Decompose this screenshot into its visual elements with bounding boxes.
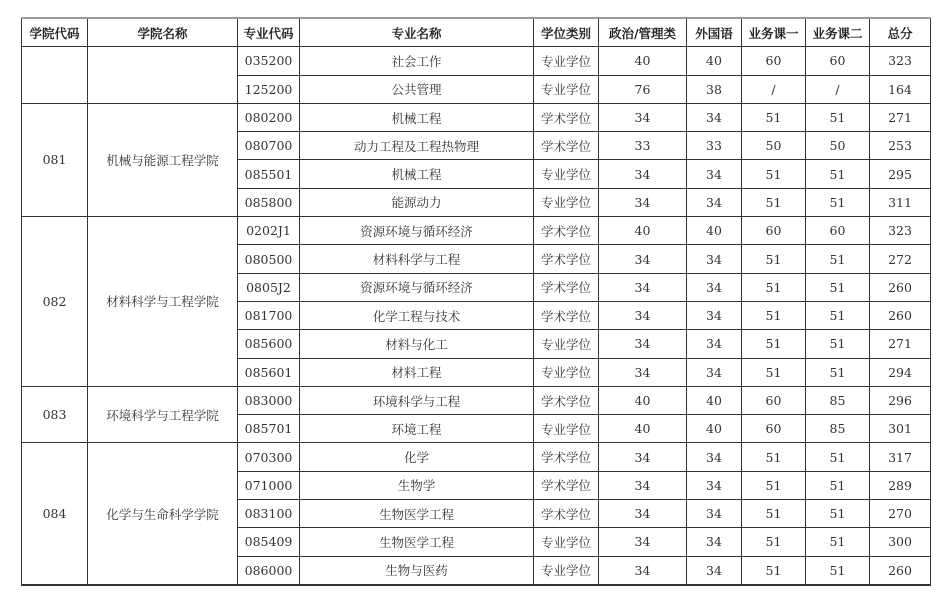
major-name-cell: 机械工程 [300,160,534,188]
college-name-cell [88,47,238,104]
total-cell: 296 [870,386,931,414]
politics-cell: 34 [599,500,687,528]
major-code-cell: 083000 [238,386,300,414]
major-name-cell: 资源环境与循环经济 [300,217,534,245]
degree-type-cell: 专业学位 [534,330,599,358]
subject-two-cell: 50 [806,132,870,160]
politics-cell: 40 [599,386,687,414]
subject-one-cell: 60 [742,415,806,443]
header-college-code: 学院代码 [22,18,88,47]
major-code-cell: 070300 [238,443,300,471]
subject-one-cell: 51 [742,556,806,585]
subject-one-cell: 50 [742,132,806,160]
subject-two-cell: 51 [806,103,870,131]
major-code-cell: 085601 [238,358,300,386]
foreign-language-cell: 34 [687,471,742,499]
foreign-language-cell: 40 [687,217,742,245]
subject-two-cell: 51 [806,160,870,188]
major-code-cell: 071000 [238,471,300,499]
politics-cell: 34 [599,556,687,585]
politics-cell: 34 [599,103,687,131]
total-cell: 270 [870,500,931,528]
politics-cell: 40 [599,415,687,443]
major-name-cell: 社会工作 [300,47,534,75]
major-name-cell: 资源环境与循环经济 [300,273,534,301]
header-college-name: 学院名称 [88,18,238,47]
politics-cell: 34 [599,528,687,556]
politics-cell: 34 [599,188,687,216]
major-name-cell: 机械工程 [300,103,534,131]
subject-two-cell: 51 [806,443,870,471]
major-name-cell: 生物与医药 [300,556,534,585]
foreign-language-cell: 34 [687,330,742,358]
header-major-name: 专业名称 [300,18,534,47]
total-cell: 272 [870,245,931,273]
subject-one-cell: 60 [742,386,806,414]
major-code-cell: 125200 [238,75,300,103]
subject-two-cell: 51 [806,273,870,301]
foreign-language-cell: 34 [687,103,742,131]
degree-type-cell: 学术学位 [534,500,599,528]
subject-one-cell: 51 [742,500,806,528]
major-code-cell: 083100 [238,500,300,528]
major-code-cell: 085501 [238,160,300,188]
header-row [22,18,931,47]
degree-type-cell: 专业学位 [534,160,599,188]
major-code-cell: 085600 [238,330,300,358]
subject-two-cell: 51 [806,358,870,386]
politics-cell: 34 [599,273,687,301]
college-code-cell: 081 [22,103,88,216]
major-code-cell: 0805J2 [238,273,300,301]
degree-type-cell: 学术学位 [534,132,599,160]
degree-type-cell: 专业学位 [534,75,599,103]
subject-two-cell: 60 [806,217,870,245]
degree-type-cell: 专业学位 [534,556,599,585]
foreign-language-cell: 40 [687,415,742,443]
table-row [22,47,931,75]
degree-type-cell: 学术学位 [534,301,599,329]
table-row [22,443,931,471]
subject-two-cell: 51 [806,188,870,216]
table-body [22,47,931,585]
politics-cell: 34 [599,245,687,273]
subject-two-cell: 51 [806,245,870,273]
subject-two-cell: 51 [806,471,870,499]
foreign-language-cell: 40 [687,47,742,75]
total-cell: 271 [870,103,931,131]
degree-type-cell: 学术学位 [534,443,599,471]
major-name-cell: 能源动力 [300,188,534,216]
subject-one-cell: 51 [742,471,806,499]
header-major-code: 专业代码 [238,18,300,47]
major-code-cell: 081700 [238,301,300,329]
header-subject-one: 业务课一 [742,18,806,47]
subject-one-cell: 51 [742,528,806,556]
subject-one-cell: 60 [742,217,806,245]
subject-two-cell: 51 [806,556,870,585]
degree-type-cell: 专业学位 [534,188,599,216]
header-degree-type: 学位类别 [534,18,599,47]
college-name-cell: 材料科学与工程学院 [88,217,238,387]
politics-cell: 33 [599,132,687,160]
major-code-cell: 085701 [238,415,300,443]
degree-type-cell: 专业学位 [534,528,599,556]
major-name-cell: 生物医学工程 [300,500,534,528]
foreign-language-cell: 34 [687,188,742,216]
politics-cell: 76 [599,75,687,103]
foreign-language-cell: 34 [687,358,742,386]
header-foreign-language: 外国语 [687,18,742,47]
subject-two-cell: 60 [806,47,870,75]
subject-two-cell: 85 [806,386,870,414]
subject-one-cell: 51 [742,273,806,301]
major-name-cell: 生物学 [300,471,534,499]
major-name-cell: 环境工程 [300,415,534,443]
foreign-language-cell: 34 [687,160,742,188]
subject-one-cell: 51 [742,330,806,358]
college-code-cell: 082 [22,217,88,387]
subject-one-cell: / [742,75,806,103]
degree-type-cell: 学术学位 [534,471,599,499]
politics-cell: 40 [599,217,687,245]
major-code-cell: 0202J1 [238,217,300,245]
total-cell: 301 [870,415,931,443]
header-total: 总分 [870,18,931,47]
politics-cell: 34 [599,443,687,471]
politics-cell: 34 [599,160,687,188]
subject-one-cell: 51 [742,188,806,216]
total-cell: 253 [870,132,931,160]
politics-cell: 40 [599,47,687,75]
major-name-cell: 材料工程 [300,358,534,386]
major-code-cell: 086000 [238,556,300,585]
foreign-language-cell: 34 [687,273,742,301]
major-name-cell: 生物医学工程 [300,528,534,556]
score-table [21,17,931,586]
subject-one-cell: 51 [742,103,806,131]
degree-type-cell: 专业学位 [534,47,599,75]
table-row [22,103,931,131]
total-cell: 311 [870,188,931,216]
major-code-cell: 085409 [238,528,300,556]
college-code-cell: 083 [22,386,88,443]
subject-one-cell: 51 [742,301,806,329]
total-cell: 323 [870,47,931,75]
subject-one-cell: 51 [742,245,806,273]
college-name-cell: 化学与生命科学学院 [88,443,238,585]
foreign-language-cell: 40 [687,386,742,414]
total-cell: 271 [870,330,931,358]
foreign-language-cell: 34 [687,528,742,556]
degree-type-cell: 专业学位 [534,358,599,386]
college-name-cell: 机械与能源工程学院 [88,103,238,216]
foreign-language-cell: 34 [687,301,742,329]
subject-one-cell: 51 [742,160,806,188]
total-cell: 323 [870,217,931,245]
degree-type-cell: 专业学位 [534,415,599,443]
major-name-cell: 化学 [300,443,534,471]
major-code-cell: 080200 [238,103,300,131]
major-name-cell: 化学工程与技术 [300,301,534,329]
header-politics: 政治/管理类 [599,18,687,47]
degree-type-cell: 学术学位 [534,103,599,131]
total-cell: 295 [870,160,931,188]
foreign-language-cell: 34 [687,245,742,273]
major-code-cell: 080700 [238,132,300,160]
college-name-cell: 环境科学与工程学院 [88,386,238,443]
subject-two-cell: / [806,75,870,103]
subject-two-cell: 85 [806,415,870,443]
major-code-cell: 080500 [238,245,300,273]
foreign-language-cell: 34 [687,556,742,585]
major-code-cell: 085800 [238,188,300,216]
degree-type-cell: 学术学位 [534,386,599,414]
college-code-cell [22,47,88,104]
total-cell: 294 [870,358,931,386]
table-row [22,386,931,414]
table-row [22,217,931,245]
major-code-cell: 035200 [238,47,300,75]
total-cell: 260 [870,556,931,585]
major-name-cell: 公共管理 [300,75,534,103]
politics-cell: 34 [599,301,687,329]
foreign-language-cell: 33 [687,132,742,160]
politics-cell: 34 [599,471,687,499]
subject-two-cell: 51 [806,330,870,358]
degree-type-cell: 学术学位 [534,217,599,245]
total-cell: 317 [870,443,931,471]
total-cell: 300 [870,528,931,556]
total-cell: 289 [870,471,931,499]
major-name-cell: 材料科学与工程 [300,245,534,273]
foreign-language-cell: 38 [687,75,742,103]
subject-one-cell: 51 [742,358,806,386]
subject-one-cell: 60 [742,47,806,75]
degree-type-cell: 学术学位 [534,245,599,273]
major-name-cell: 材料与化工 [300,330,534,358]
college-code-cell: 084 [22,443,88,585]
major-name-cell: 环境科学与工程 [300,386,534,414]
degree-type-cell: 学术学位 [534,273,599,301]
subject-two-cell: 51 [806,528,870,556]
total-cell: 260 [870,273,931,301]
total-cell: 164 [870,75,931,103]
subject-one-cell: 51 [742,443,806,471]
politics-cell: 34 [599,358,687,386]
foreign-language-cell: 34 [687,500,742,528]
subject-two-cell: 51 [806,500,870,528]
major-name-cell: 动力工程及工程热物理 [300,132,534,160]
foreign-language-cell: 34 [687,443,742,471]
total-cell: 260 [870,301,931,329]
politics-cell: 34 [599,330,687,358]
header-subject-two: 业务课二 [806,18,870,47]
subject-two-cell: 51 [806,301,870,329]
